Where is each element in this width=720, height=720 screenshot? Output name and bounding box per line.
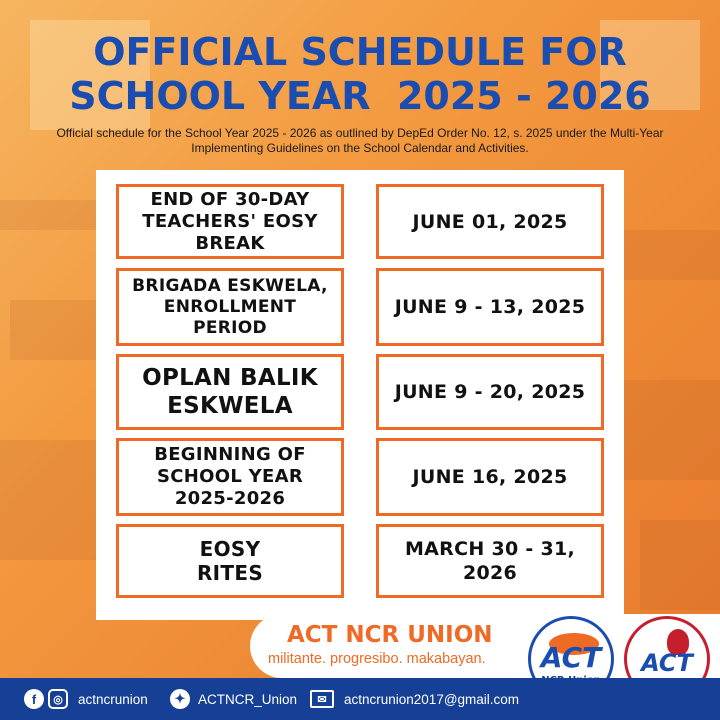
social-links[interactable] [24, 678, 148, 720]
logo-text: ACT [641, 649, 693, 677]
instagram-icon[interactable]: ◎ [48, 689, 68, 709]
event-cell: OPLAN BALIK ESKWELA [116, 354, 344, 430]
background-desk [0, 200, 96, 230]
social-handle[interactable]: actncrunion [78, 691, 148, 707]
brand-name: ACT NCR UNION [287, 622, 493, 648]
event-cell: EOSY RITES [116, 524, 344, 598]
date-cell: JUNE 16, 2025 [376, 438, 604, 516]
date-cell: MARCH 30 - 31, 2026 [376, 524, 604, 598]
email-icon[interactable]: ✉ [310, 690, 334, 708]
background-desk [624, 380, 720, 480]
event-cell: END OF 30-DAY TEACHERS' EOSY BREAK [116, 184, 344, 259]
twitter-link[interactable] [170, 678, 297, 720]
date-cell: JUNE 9 - 13, 2025 [376, 268, 604, 346]
footer-bar [0, 678, 720, 720]
facebook-icon[interactable]: f [24, 689, 44, 709]
event-cell: BEGINNING OF SCHOOL YEAR 2025-2026 [116, 438, 344, 516]
background-desk [0, 440, 96, 560]
page-subtitle: Official schedule for the School Year 2025 - 2026 as outlined by DepEd Order No. 12, s. 2025 under the Multi-Year Implementing Guidelines on the School Calendar and Activities. [56, 126, 664, 155]
background-desk [624, 230, 720, 280]
date-cell: JUNE 01, 2025 [376, 184, 604, 259]
schedule-card [96, 170, 624, 620]
email-link[interactable] [310, 678, 519, 720]
page-title: OFFICIAL SCHEDULE FOR SCHOOL YEAR 2025 - 2026 [69, 30, 651, 118]
event-cell: BRIGADA ESKWELA, ENROLLMENT PERIOD [116, 268, 344, 346]
twitter-handle[interactable]: ACTNCR_Union [198, 691, 298, 707]
twitter-icon[interactable]: ✦ [170, 689, 190, 709]
date-cell: JUNE 9 - 20, 2025 [376, 354, 604, 430]
email-address[interactable]: actncrunion2017@gmail.com [344, 691, 520, 707]
logo-text: ACT [540, 641, 602, 674]
background-desk [10, 300, 96, 360]
background-desk [640, 520, 720, 610]
brand-tagline: militante. progresibo. makabayan. [268, 651, 486, 667]
